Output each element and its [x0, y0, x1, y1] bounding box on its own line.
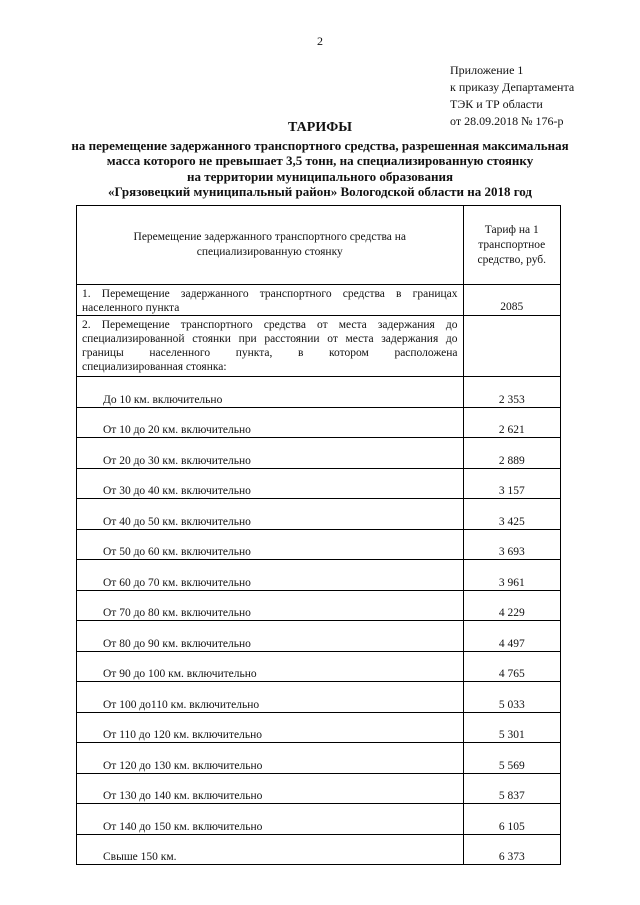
tariff-value: 4 765	[463, 651, 560, 682]
tariff-value: 3 425	[463, 499, 560, 530]
table-row	[77, 743, 561, 774]
section1-description	[77, 285, 464, 316]
distance-range: От 90 до 100 км. включительно	[77, 651, 464, 682]
title-line: на территории муниципального образования	[186, 168, 454, 184]
tariff-value: 5 569	[463, 743, 560, 774]
section2-description	[77, 316, 464, 377]
distance-range: От 60 до 70 км. включительно	[77, 560, 464, 591]
distance-range: От 40 до 50 км. включительно	[77, 499, 464, 530]
tariff-value: 4 229	[463, 590, 560, 621]
tariff-value: 2 889	[463, 438, 560, 469]
section2-text-b: специализированная стоянка:	[82, 361, 227, 373]
section2-tariff-empty	[463, 316, 560, 377]
distance-range: От 110 до 120 км. включительно	[77, 712, 464, 743]
distance-range: От 100 до110 км. включительно	[77, 682, 464, 713]
distance-range: От 20 до 30 км. включительно	[77, 438, 464, 469]
section1-text-b: населенного пункта	[82, 302, 180, 314]
table-row	[77, 438, 561, 469]
distance-range: От 130 до 140 км. включительно	[77, 773, 464, 804]
tariff-value: 4 497	[463, 621, 560, 652]
table-row	[77, 407, 561, 438]
tariff-value: 2 353	[463, 377, 560, 408]
distance-range: От 70 до 80 км. включительно	[77, 590, 464, 621]
appendix-line: ТЭК и ТР области	[450, 97, 543, 111]
distance-range: От 120 до 130 км. включительно	[77, 743, 464, 774]
header-tariff: Тариф на 1 транспортное средство, руб.	[463, 206, 560, 285]
distance-range: Свыше 150 км.	[77, 834, 464, 865]
section2-row	[77, 316, 561, 377]
table-header-row	[77, 206, 561, 285]
table-row	[77, 621, 561, 652]
title-main: ТАРИФЫ	[288, 120, 352, 135]
table-row	[77, 499, 561, 530]
tariff-value: 6 373	[463, 834, 560, 865]
section1-tariff: 2085	[463, 285, 560, 316]
appendix-line: от 28.09.2018 № 176-р	[450, 114, 564, 128]
table-row	[77, 377, 561, 408]
tariff-value: 6 105	[463, 804, 560, 835]
tariff-value: 3 693	[463, 529, 560, 560]
appendix-line: Приложение 1	[450, 63, 524, 77]
tariff-value: 2 621	[463, 407, 560, 438]
page-number: 2	[317, 34, 323, 48]
section1-text-a: 1. Перемещение задержанного транспортного средства в границах	[82, 288, 458, 300]
distance-range: От 140 до 150 км. включительно	[77, 804, 464, 835]
table-row	[77, 560, 561, 591]
table-row	[77, 834, 561, 865]
tariff-value: 3 961	[463, 560, 560, 591]
appendix-line: к приказу Департамента	[450, 80, 575, 94]
table-row	[77, 468, 561, 499]
section2-text-a: 2. Перемещение транспортного средства от места задержания до специализированной стоянки при расстоянии от места задержания до границы населенного пункта, в котором расположена	[82, 319, 458, 359]
distance-range: От 80 до 90 км. включительно	[77, 621, 464, 652]
table-row	[77, 712, 561, 743]
tariff-value: 5 301	[463, 712, 560, 743]
tariff-value: 3 157	[463, 468, 560, 499]
tariff-value: 5 837	[463, 773, 560, 804]
tariff-value: 5 033	[463, 682, 560, 713]
section1-row	[77, 285, 561, 316]
distance-range: От 50 до 60 км. включительно	[77, 529, 464, 560]
distance-range: От 30 до 40 км. включительно	[77, 468, 464, 499]
table-row	[77, 773, 561, 804]
table-row	[77, 651, 561, 682]
title-line: «Грязовецкий муниципальный район» Вологодской области на 2018 год	[107, 184, 532, 199]
distance-range: От 10 до 20 км. включительно	[77, 407, 464, 438]
table-row	[77, 590, 561, 621]
distance-range: До 10 км. включительно	[77, 377, 464, 408]
title-line: масса которого не превышает 3,5 тонн, на специализированную стоянку	[106, 153, 534, 168]
header-description: Перемещение задержанного транспортного средства на специализированную стоянку	[77, 206, 464, 285]
table-row	[77, 682, 561, 713]
tariff-table	[76, 205, 561, 865]
title-line: на перемещение задержанного транспортного средства, разрешенная максимальная	[71, 137, 569, 153]
table-row	[77, 529, 561, 560]
document-title	[0, 120, 640, 200]
table-row	[77, 804, 561, 835]
